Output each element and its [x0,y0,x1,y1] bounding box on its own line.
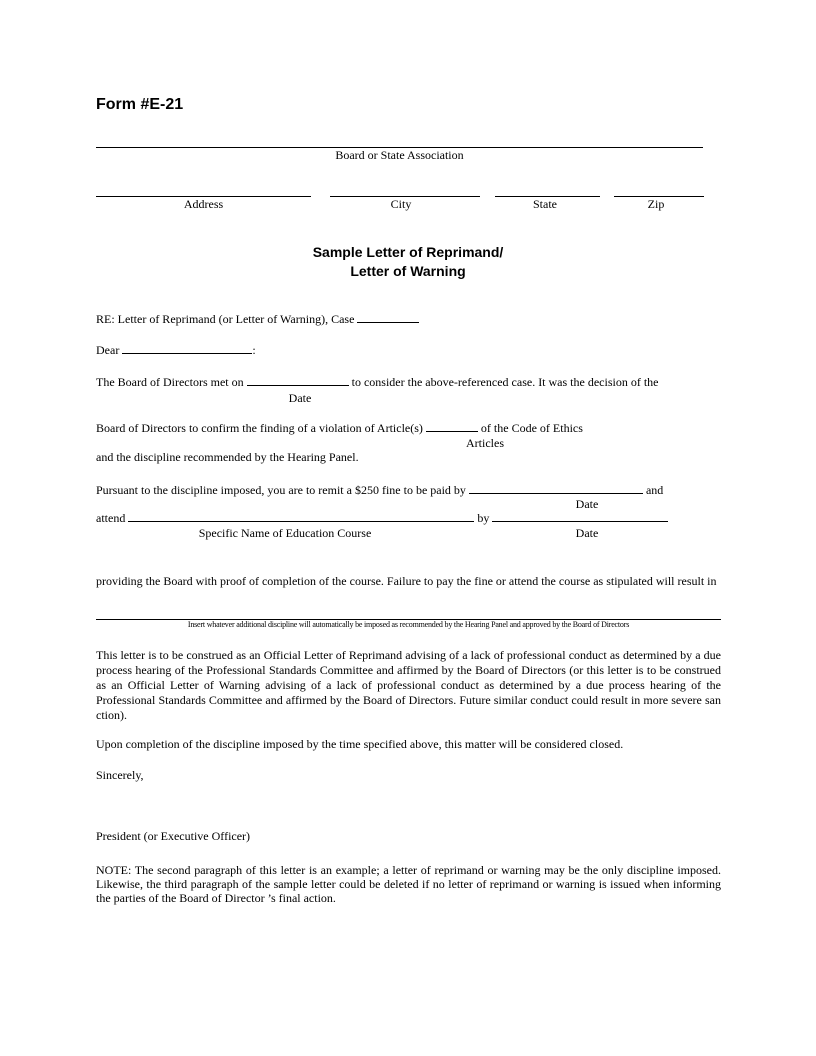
paragraph-4: providing the Board with proof of completion of the course. Failure to pay the fine or attend the course as stipulated will result in [96,574,717,588]
articles-label: Articles [466,436,504,450]
para1-post: to consider the above-referenced case. It was the decision of the [351,375,659,389]
paragraph-3-line-1 [96,483,663,498]
form-id: Form #E-21 [96,96,184,113]
para3-by: by [477,511,490,525]
city-label: City [390,197,412,211]
address-label: Address [183,197,224,211]
paragraph-5: This letter is to be construed as an Official Letter of Reprimand advising of a lack of professional conduct as determined by a due process hearing of the Professional Standards Committee and affirmed by the Board of Directors (or this letter is to be construed as an Official Letter of Warning advising of a lack of professional conduct as determined by a due process hearing of the Professional Standards Committee and affirmed by the Board of Directors. Future similar conduct could result in more severe san ction). [96,648,721,722]
re-line-text: RE: Letter of Reprimand (or Letter of Warning), Case [96,312,355,326]
closing: Sincerely, [96,768,144,782]
course-name-blank[interactable] [128,511,474,522]
zip-label: Zip [647,197,665,211]
articles-blank[interactable] [426,421,478,432]
course-date-blank[interactable] [492,511,668,522]
recipient-name-blank[interactable] [122,343,252,354]
paragraph-2 [96,421,583,436]
salutation [96,343,256,358]
meeting-date-label: Date [288,391,312,405]
meeting-date-blank[interactable] [247,375,349,386]
para2-post: of the Code of Ethics [480,421,583,435]
dear-text: Dear [96,343,120,357]
para2-line2: and the discipline recommended by the Hearing Panel. [96,450,359,464]
title-line-1: Sample Letter of Reprimand/ [312,244,504,260]
para2-pre: Board of Directors to confirm the finding of a violation of Article(s) [96,421,423,435]
para3-attend: attend [96,511,126,525]
paragraph-6: Upon completion of the discipline imposed by the time specified above, this matter will be considered closed. [96,737,624,751]
para3-pre: Pursuant to the discipline imposed, you are to remit a $250 fine to be paid by [96,483,466,497]
fine-date-blank[interactable] [469,483,643,494]
signer-title: President (or Executive Officer) [96,829,251,843]
dear-colon: : [252,343,256,357]
paragraph-1 [96,375,659,390]
association-label: Board or State Association [335,148,464,162]
note-paragraph: NOTE: The second paragraph of this letter is an example; a letter of reprimand or warning may be the only discipline imposed. Likewise, the third paragraph of the sample letter could be deleted if no letter of reprimand or warning is issued when informing the parties of the Board of Director ’s final action. [96,863,721,905]
state-label: State [533,197,557,211]
title-line-2: Letter of Warning [350,263,466,279]
insert-instruction: Insert whatever additional discipline will automatically be imposed as recommended by the Hearing Panel and approved by the Board of Directors [187,620,630,629]
case-number-blank[interactable] [357,312,419,323]
re-line [96,312,419,327]
course-name-label: Specific Name of Education Course [198,526,372,540]
course-date-label: Date [575,526,599,540]
para1-pre: The Board of Directors met on [96,375,244,389]
paragraph-3-line-2 [96,511,668,526]
para3-and: and [645,483,664,497]
fine-date-label: Date [575,497,599,511]
